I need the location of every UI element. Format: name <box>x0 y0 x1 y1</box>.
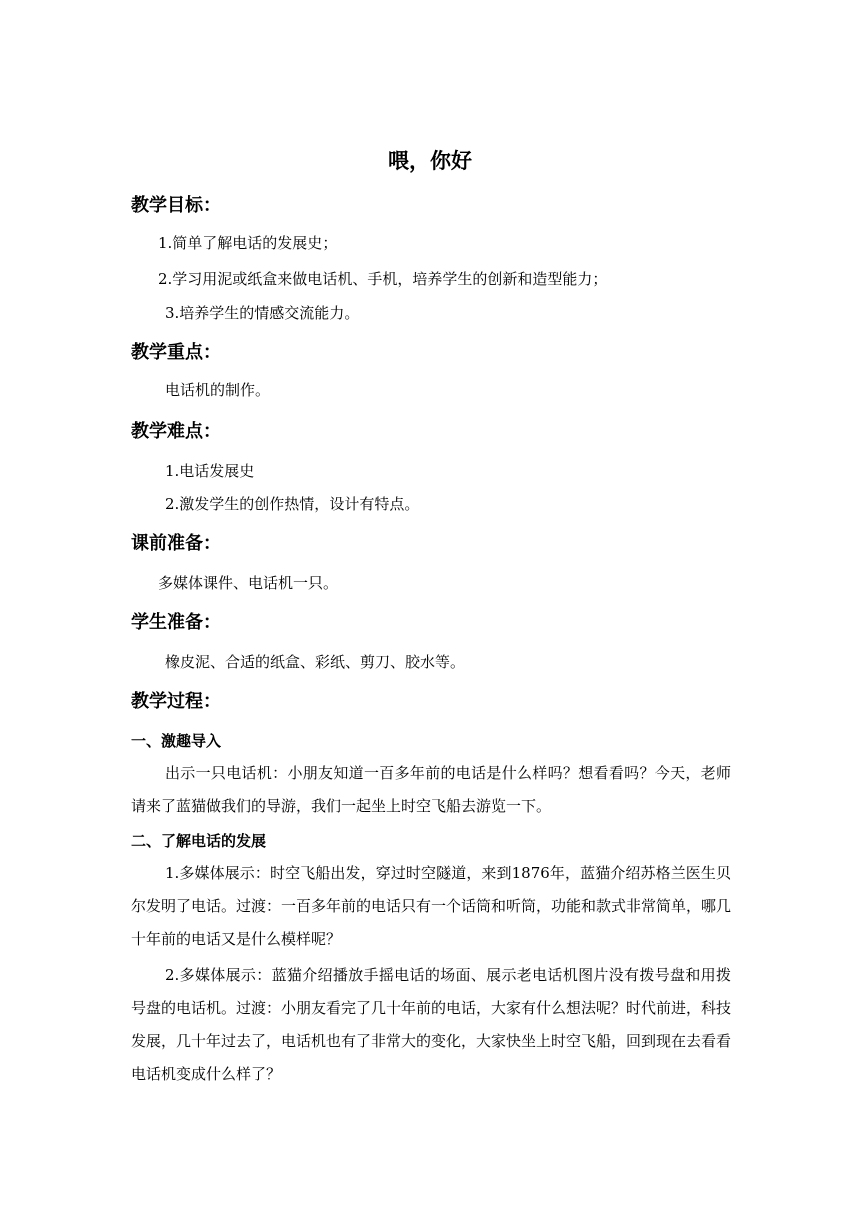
process-part1-text: 出示一只电话机：小朋友知道一百多年前的电话是什么样吗？想看看吗？今天，老师请来了蓝猫做我们的导游，我们一起坐上时空飞船去游览一下。 <box>131 764 731 815</box>
process-part2-paragraph-1: 1.多媒体展示：时空飞船出发，穿过时空隧道，来到1876年，蓝猫介绍苏格兰医生贝尔发明了电话。过渡：一百多年前的电话只有一个话筒和听筒，功能和款式非常简单，哪几十年前的电话又是什么模样呢？ <box>131 864 732 948</box>
page-title: 喂，你好 <box>388 149 472 173</box>
student-prep-heading: 学生准备： <box>131 612 221 633</box>
process-part1-heading: 一、激趣导入 <box>131 732 222 750</box>
process-part2-paragraph-2: 2.多媒体展示：蓝猫介绍播放手摇电话的场面、展示老电话机图片没有拨号盘和用拨号盘的电话机。过渡：小朋友看完了几十年前的电话，大家有什么想法呢？时代前进，科技发展，几十年过去了，电话机也有了非常大的变化，大家快坐上时空飞船，回到现在去看看电话机变成什么样了？ <box>131 966 732 1083</box>
key-point-text: 电话机的制作。 <box>165 381 271 399</box>
objective-item-1: 1.简单了解电话的发展史； <box>158 234 338 252</box>
process-heading: 教学过程： <box>131 691 221 712</box>
objective-item-2: 2.学习用泥或纸盒来做电话机、手机，培养学生的创新和造型能力； <box>158 270 608 288</box>
key-point-heading: 教学重点： <box>131 342 221 363</box>
objectives-heading: 教学目标： <box>131 195 221 216</box>
class-prep-heading: 课前准备： <box>131 533 221 554</box>
objective-item-3: 3.培养学生的情感交流能力。 <box>165 304 360 322</box>
difficulty-item-1: 1.电话发展史 <box>165 462 255 480</box>
difficulty-heading: 教学难点： <box>131 421 221 442</box>
difficulty-item-2: 2.激发学生的创作热情，设计有特点。 <box>165 495 420 513</box>
student-prep-text: 橡皮泥、合适的纸盒、彩纸、剪刀、胶水等。 <box>165 653 466 671</box>
class-prep-text: 多媒体课件、电话机一只。 <box>158 574 339 592</box>
process-part2-heading: 二、了解电话的发展 <box>131 832 267 850</box>
